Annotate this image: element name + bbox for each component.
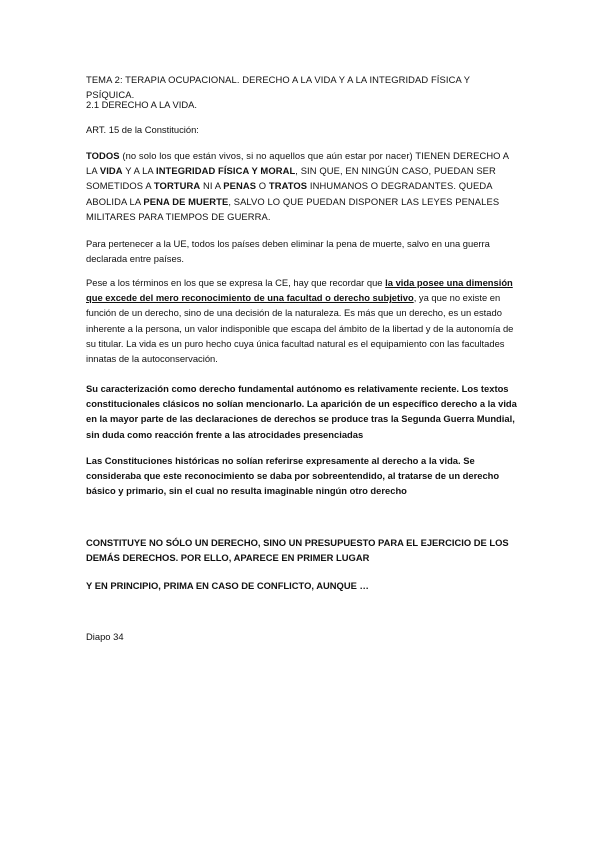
paragraph-principio: Y EN PRINCIPIO, PRIMA EN CASO DE CONFLICTO, AUNQUE …: [86, 580, 369, 591]
art15-text-4: NI A: [200, 180, 224, 192]
paragraph-constituye: CONSTITUYE NO SÓLO UN DERECHO, SINO UN PRESUPUESTO PARA EL EJERCICIO DE LOS DEMÁS DERECHOS. POR ELLO, APARECE EN PRIMER LUGAR: [86, 537, 509, 564]
art15-text-2: Y A LA: [122, 165, 156, 177]
article-15-text: [86, 148, 520, 224]
page-title: TEMA 2: TERAPIA OCUPACIONAL. DERECHO A LA VIDA Y A LA INTEGRIDAD FÍSICA Y PSÍQUICA.: [86, 74, 470, 101]
paragraph-ce-underlined: la vida posee una dimensión que excede del mero reconocimiento de una facultad o derecho subjetivo: [86, 277, 513, 304]
art15-bold-todos: TODOS: [86, 150, 120, 161]
section-heading: 2.1 DERECHO A LA VIDA.: [86, 99, 197, 110]
art15-text-1: (no solo los que están vivos, si no aquellos que aún estar por nacer) TIENEN DERECHO A LA: [86, 150, 509, 177]
paragraph-fundamental: Su caracterización como derecho fundamental autónomo es relativamente reciente. Los textos constitucionales clásicos no solían mencionarlo. La aparición de un específico derecho a la vida en la mayor parte de las declaraciones de derechos se produce tras la Segunda Guerra Mundial, sin duda como reacción frente a las atrocidades presenciadas: [86, 383, 517, 440]
article-heading: ART. 15 de la Constitución:: [86, 124, 199, 135]
art15-text-5: O: [256, 180, 269, 192]
art15-bold-pena-muerte: PENA DE MUERTE: [143, 195, 229, 207]
paragraph-ce-text-1: Pese a los términos en los que se expresa la CE, hay que recordar que: [86, 277, 386, 288]
paragraph-ce: [86, 275, 520, 366]
slide-reference: Diapo 34: [86, 631, 124, 642]
art15-bold-tortura: TORTURA: [153, 180, 201, 192]
art15-text-3: , SIN QUE, EN NINGÚN CASO, PUEDAN SER SOMETIDOS A: [86, 165, 496, 192]
paragraph-historicas: Las Constituciones históricas no solían referirse expresamente al derecho a la vida. Se consideraba que este reconocimiento se daba por sobreentendido, al tratarse de un derecho básico y primario, sin el cual no resulta imaginable ningún otro derecho: [86, 455, 500, 497]
paragraph-ue: Para pertenecer a la UE, todos los países deben eliminar la pena de muerte, salvo en una guerra declarada entre países.: [86, 238, 490, 265]
art15-bold-vida: VIDA: [99, 165, 123, 177]
paragraph-ce-text-2: , ya que no existe en función de un derecho, sino de una decisión de la naturaleza. Es más que un derecho, es un estado inherente a la persona, un valor indisponible que escapa del ámbito de la libertad y de la autonomía de su titular. La vida es un puro hecho cuya única facultad natural es el equipamiento con las facultades innatas de la autoconservación.: [86, 292, 514, 365]
art15-text-6: INHUMANOS O DEGRADANTES. QUEDA ABOLIDA LA: [86, 180, 493, 207]
art15-bold-tratos: TRATOS: [268, 180, 308, 192]
art15-text-7: , SALVO LO QUE PUEDAN DISPONER LAS LEYES PENALES MILITARES PARA TIEMPOS DE GUERRA.: [86, 195, 500, 222]
art15-bold-integridad: INTEGRIDAD FÍSICA Y MORAL: [155, 165, 296, 177]
art15-bold-penas: PENAS: [223, 180, 257, 192]
